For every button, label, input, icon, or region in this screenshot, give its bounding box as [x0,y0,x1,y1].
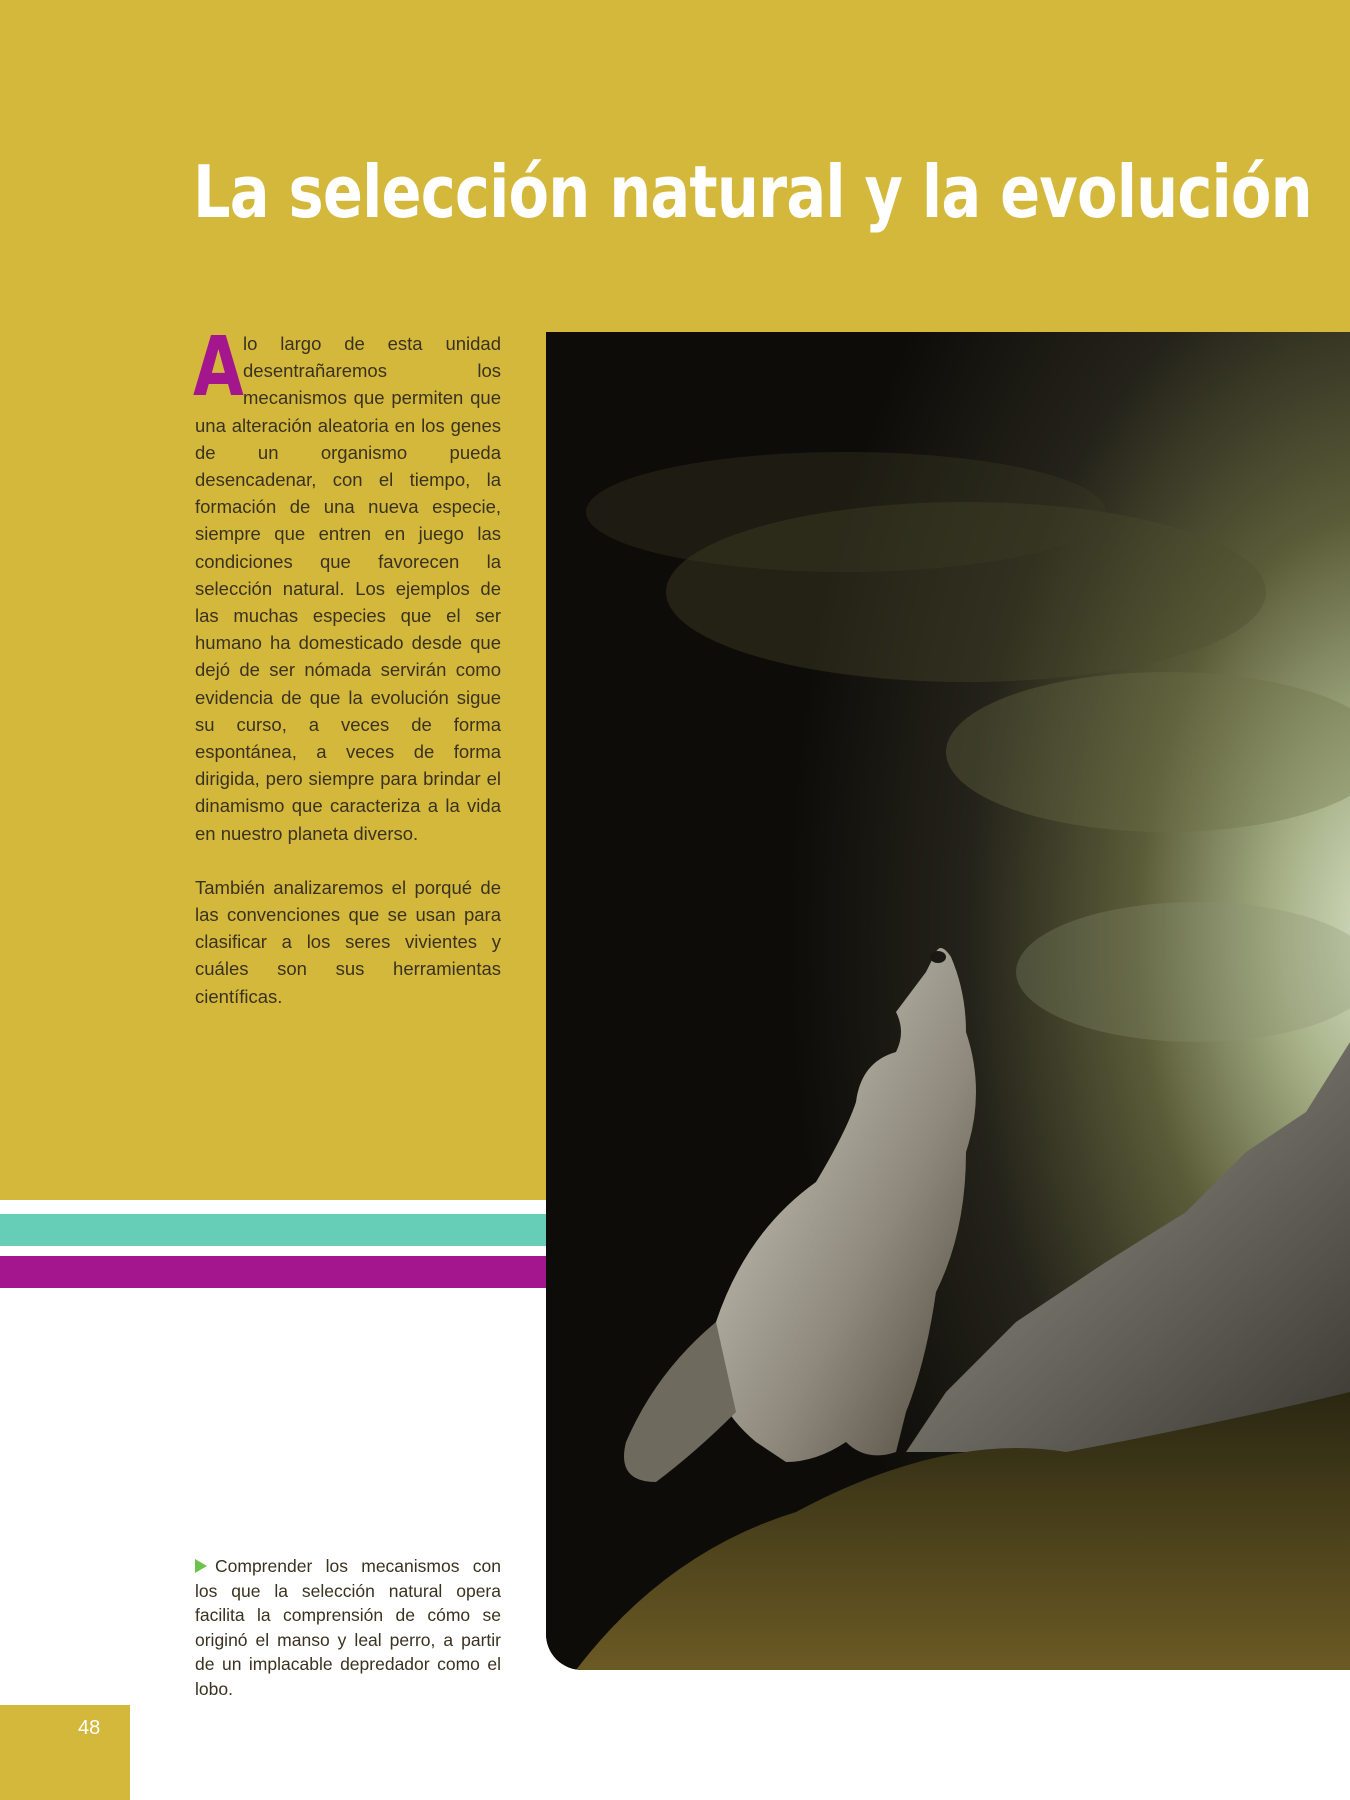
photo-caption [195,1554,501,1701]
page-title: La selección natural y la evolución [193,150,1312,234]
caption-text: Comprender los mecanismos con los que la selección natural opera facilita la comprensión de cómo se originó el manso y leal perro, a partir de un implacable depredador como el lobo. [195,1556,501,1699]
intro-paragraph-1 [193,320,501,847]
drop-cap: A [193,320,244,415]
decorative-stripe-teal [0,1214,546,1246]
wolf-photo [546,332,1350,1670]
caption-arrow-icon [195,1559,207,1573]
wolf-photo-illustration [546,332,1350,1670]
page-number-box [0,1705,130,1800]
intro-paragraph-1-text: lo largo de esta unidad desentrañaremos los mecanismos que permiten que una alteración aleatoria en los genes de un organismo pueda desencadenar, con el tiempo, la formación de una nueva especie, siempre que entren en juego las condiciones que favorecen la selección natural. Los ejemplos de las muchas especies que el ser humano ha domesticado desde que dejó de ser nómada servirán como evidencia de que la evolución sigue su curso, a veces de forma espontánea, a veces de forma dirigida, pero siempre para brindar el dinamismo que caracteriza a la vida en nuestro planeta diverso. [195,333,501,844]
page-number: 48 [78,1717,101,1739]
intro-paragraph-2: También analizaremos el porqué de las convenciones que se usan para clasificar a los seres vivientes y cuáles son sus herramientas científicas. [195,876,501,1007]
decorative-stripe-white-2 [0,1246,546,1256]
decorative-stripe-magenta [0,1256,546,1288]
intro-text [193,320,501,1037]
decorative-stripe-white [0,1200,546,1212]
